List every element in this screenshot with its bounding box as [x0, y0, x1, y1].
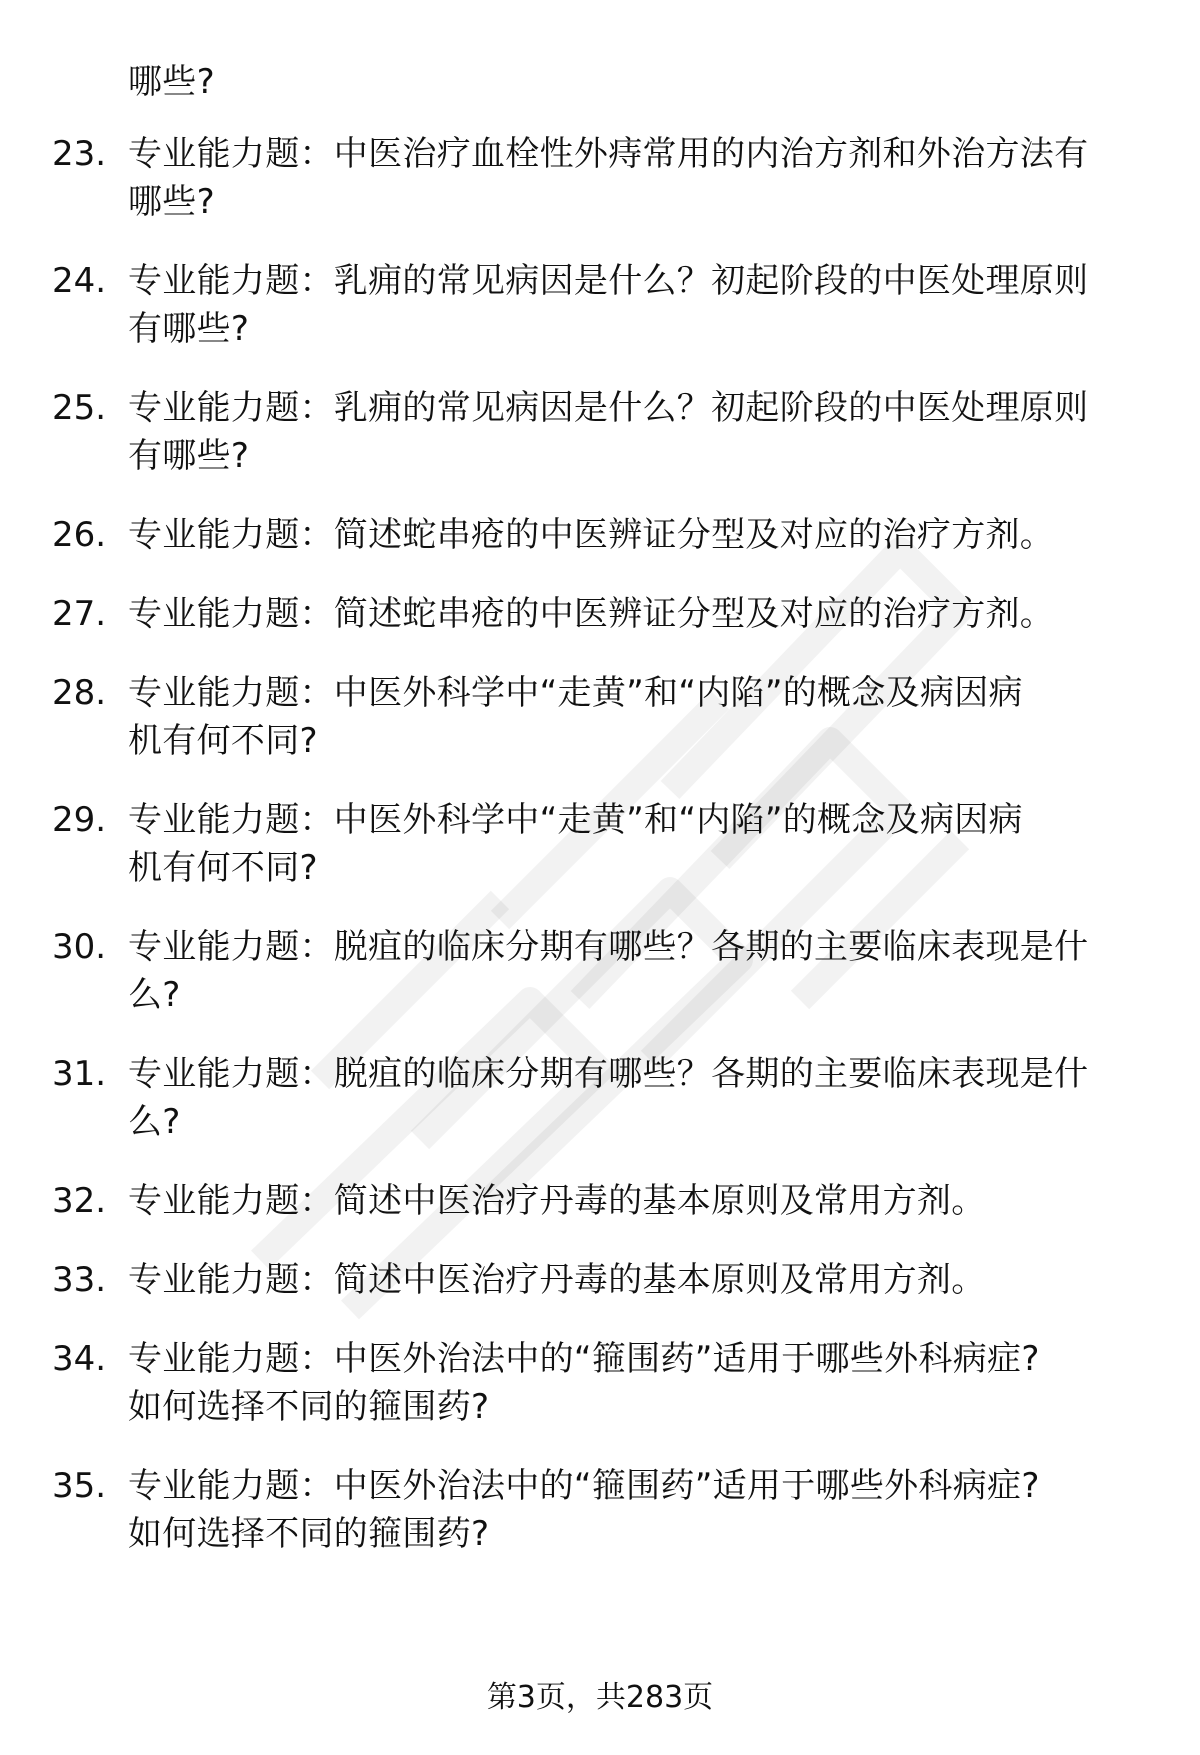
question-text-line: 么? — [128, 1102, 181, 1142]
question-text — [128, 130, 1148, 226]
question-number: 29. — [52, 800, 107, 840]
question-number: 33. — [52, 1260, 107, 1300]
question-text — [128, 257, 1148, 353]
question-text-line: 专业能力题：中医外治法中的“箍围药”适用于哪些外科病症? — [128, 1339, 1040, 1379]
question-text-line: 么? — [128, 975, 181, 1015]
question-text-line: 专业能力题：乳痈的常见病因是什么？初起阶段的中医处理原则 — [128, 261, 1089, 301]
question-text — [128, 669, 1148, 765]
question-number: 30. — [52, 927, 107, 967]
question-number: 34. — [52, 1339, 107, 1379]
question-text-line: 专业能力题：中医外科学中“走黄”和“内陷”的概念及病因病 — [128, 800, 1023, 840]
question-text-line: 专业能力题：简述中医治疗丹毒的基本原则及常用方剂。 — [128, 1181, 986, 1221]
page-footer: 第3页，共283页 — [486, 1680, 714, 1715]
question-number: 28. — [52, 673, 107, 713]
question-text — [128, 1335, 1148, 1431]
question-text — [128, 590, 1148, 638]
question-text — [128, 384, 1148, 480]
question-text — [128, 796, 1148, 892]
question-number: 35. — [52, 1466, 107, 1506]
question-number: 26. — [52, 515, 107, 555]
question-continuation: 哪些? — [128, 62, 215, 102]
question-number: 24. — [52, 261, 107, 301]
question-text-line: 专业能力题：简述中医治疗丹毒的基本原则及常用方剂。 — [128, 1260, 986, 1300]
question-number: 31. — [52, 1054, 107, 1094]
question-text-line: 如何选择不同的箍围药? — [128, 1514, 490, 1554]
question-text-line: 专业能力题：中医治疗血栓性外痔常用的内治方剂和外治方法有 — [128, 134, 1089, 174]
question-text — [128, 1177, 1148, 1225]
question-text-line: 有哪些? — [128, 436, 250, 476]
question-text-line: 专业能力题：脱疽的临床分期有哪些？各期的主要临床表现是什 — [128, 1054, 1089, 1094]
question-text-line: 机有何不同? — [128, 848, 318, 888]
question-text-line: 如何选择不同的箍围药? — [128, 1387, 490, 1427]
question-text-line: 专业能力题：简述蛇串疮的中医辨证分型及对应的治疗方剂。 — [128, 515, 1055, 555]
question-text-line: 专业能力题：中医外科学中“走黄”和“内陷”的概念及病因病 — [128, 673, 1023, 713]
question-text — [128, 1256, 1148, 1304]
question-number: 23. — [52, 134, 107, 174]
question-text-line: 机有何不同? — [128, 721, 318, 761]
question-text — [128, 923, 1148, 1019]
question-text — [128, 1050, 1148, 1146]
question-text-line: 专业能力题：中医外治法中的“箍围药”适用于哪些外科病症? — [128, 1466, 1040, 1506]
question-text-line: 哪些? — [128, 182, 215, 222]
question-text-line: 专业能力题：脱疽的临床分期有哪些？各期的主要临床表现是什 — [128, 927, 1089, 967]
question-text — [128, 511, 1148, 559]
question-number: 32. — [52, 1181, 107, 1221]
question-number: 27. — [52, 594, 107, 634]
question-text-line: 有哪些? — [128, 309, 250, 349]
question-text — [128, 1462, 1148, 1558]
question-text-line: 专业能力题：乳痈的常见病因是什么？初起阶段的中医处理原则 — [128, 388, 1089, 428]
question-number: 25. — [52, 388, 107, 428]
question-text-line: 专业能力题：简述蛇串疮的中医辨证分型及对应的治疗方剂。 — [128, 594, 1055, 634]
